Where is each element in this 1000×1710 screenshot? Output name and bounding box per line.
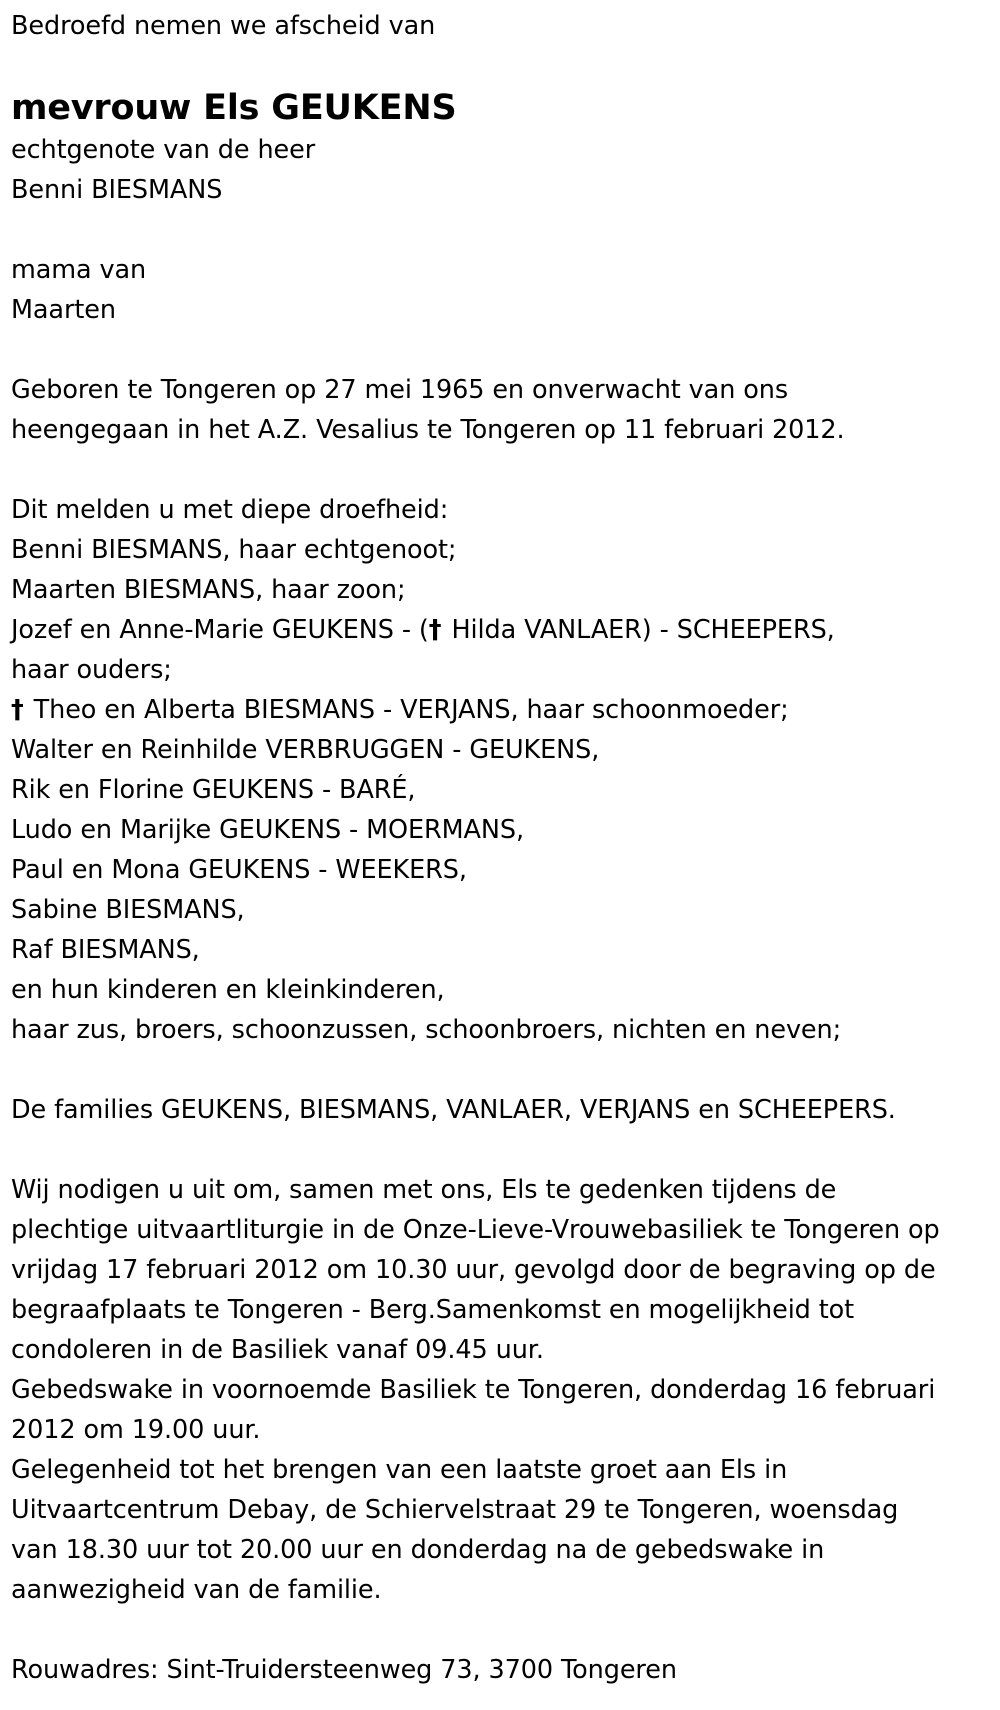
mourner-line: Ludo en Marijke GEUKENS - MOERMANS, — [11, 815, 524, 845]
mourner-line: en hun kinderen en kleinkinderen, — [11, 975, 445, 1005]
mourner-line: Rik en Florine GEUKENS - BARÉ, — [11, 775, 416, 805]
families-line: De families GEUKENS, BIESMANS, VANLAER, VERJANS en SCHEEPERS. — [11, 1095, 896, 1125]
paragraph-line: Wij nodigen u uit om, samen met ons, Els te gedenken tijdens de — [11, 1175, 837, 1205]
spacer — [11, 1130, 996, 1170]
spacer — [11, 450, 996, 490]
mother-of-line: mama van — [11, 255, 147, 285]
cross-icon: † — [11, 695, 24, 725]
mourner-line: Maarten BIESMANS, haar zoon; — [11, 575, 406, 605]
address-line: Rouwadres: Sint-Truidersteenweg 73, 3700 Tongeren — [11, 1655, 677, 1685]
mourner-line: Paul en Mona GEUKENS - WEEKERS, — [11, 855, 467, 885]
paragraph-line: 2012 om 19.00 uur. — [11, 1415, 261, 1445]
mourner-line — [11, 690, 996, 730]
obituary-notice — [11, 0, 996, 1690]
paragraph-line: heengegaan in het A.Z. Vesalius te Tongeren op 11 februari 2012. — [11, 415, 845, 445]
mourner-line: Walter en Reinhilde VERBRUGGEN - GEUKENS, — [11, 735, 600, 765]
mourner-line: Benni BIESMANS, haar echtgenoot; — [11, 535, 457, 565]
paragraph-line: van 18.30 uur tot 20.00 uur en donderdag na de gebedswake in — [11, 1535, 825, 1565]
paragraph-line: aanwezigheid van de familie. — [11, 1575, 382, 1605]
cross-icon: † — [428, 615, 442, 645]
spouse-line: echtgenote van de heer — [11, 135, 316, 165]
paragraph-line: plechtige uitvaartliturgie in de Onze-Lieve-Vrouwebasiliek te Tongeren op — [11, 1215, 940, 1245]
mourner-line: haar ouders; — [11, 655, 172, 685]
mourner-text: Theo en Alberta BIESMANS - VERJANS, haar schoonmoeder; — [25, 695, 789, 725]
paragraph-line: Gebedswake in voornoemde Basiliek te Tongeren, donderdag 16 februari — [11, 1375, 936, 1405]
paragraph-line: Geboren te Tongeren op 27 mei 1965 en onverwacht van ons — [11, 375, 789, 405]
ceremony-paragraph — [11, 1170, 996, 1610]
deceased-name: mevrouw Els GEUKENS — [11, 88, 457, 128]
mourner-text: Hilda VANLAER) - SCHEEPERS, — [443, 615, 835, 645]
mourner-line: haar zus, broers, schoonzussen, schoonbroers, nichten en neven; — [11, 1015, 842, 1045]
intro-line: Bedroefd nemen we afscheid van — [11, 11, 436, 41]
spacer — [11, 330, 996, 370]
mourner-line: Sabine BIESMANS, — [11, 895, 245, 925]
mourner-text: Jozef en Anne-Marie GEUKENS - ( — [11, 615, 429, 645]
child-name: Maarten — [11, 295, 116, 325]
paragraph-line: Gelegenheid tot het brengen van een laatste groet aan Els in — [11, 1455, 788, 1485]
spacer — [11, 210, 996, 250]
paragraph-line: Uitvaartcentrum Debay, de Schiervelstraat 29 te Tongeren, woensdag — [11, 1495, 899, 1525]
spacer — [11, 1610, 996, 1650]
spouse-name: Benni BIESMANS — [11, 175, 223, 205]
paragraph-line: vrijdag 17 februari 2012 om 10.30 uur, gevolgd door de begraving op de — [11, 1255, 936, 1285]
mourners-heading: Dit melden u met diepe droefheid: — [11, 495, 449, 525]
paragraph-line: begraafplaats te Tongeren - Berg.Samenkomst en mogelijkheid tot — [11, 1295, 855, 1325]
paragraph-line: condoleren in de Basiliek vanaf 09.45 uur. — [11, 1335, 544, 1365]
mourners-list — [11, 490, 996, 1050]
mourner-line — [11, 610, 996, 650]
spacer — [11, 1050, 996, 1090]
mourner-line: Raf BIESMANS, — [11, 935, 200, 965]
birth-death-paragraph — [11, 370, 996, 450]
